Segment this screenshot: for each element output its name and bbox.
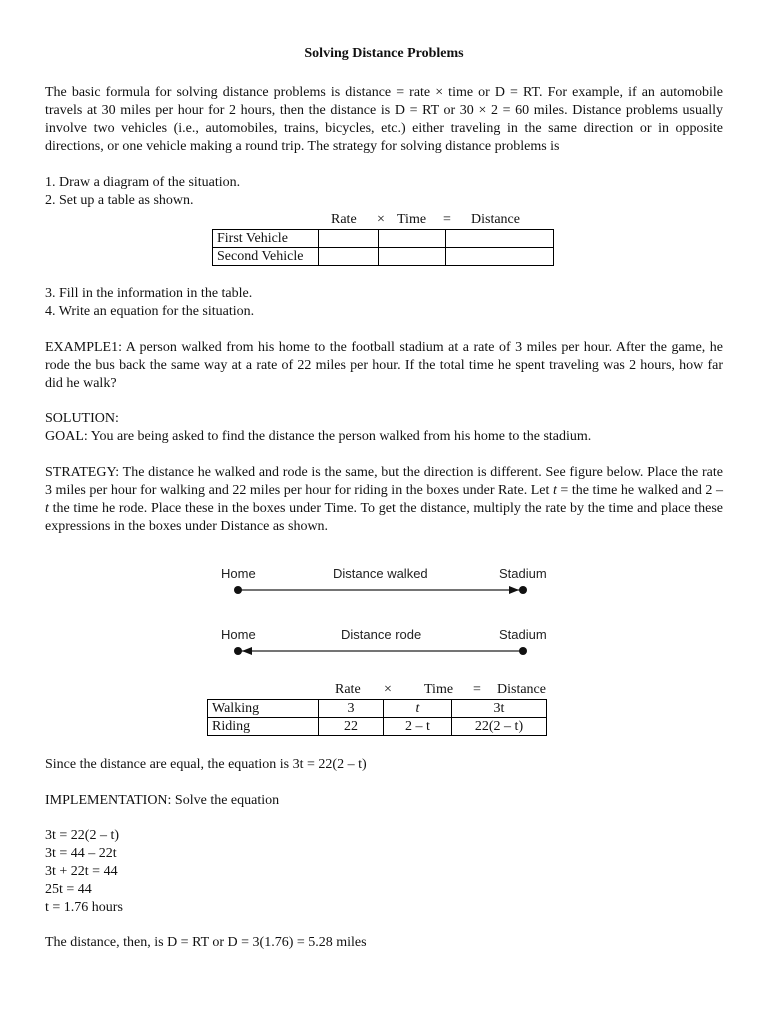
arrow-right-icon: [509, 586, 519, 594]
since-sentence: [45, 756, 367, 774]
step-2: 2. Set up a table as shown.: [45, 193, 194, 208]
walking-time: t: [384, 700, 452, 718]
table-row: [213, 230, 554, 248]
table1-header-time: Time: [397, 212, 427, 227]
home-dot: [234, 647, 242, 655]
walk-arrow-diagram: [230, 582, 530, 598]
intro-paragraph: The basic formula for solving distance problems is distance = rate × time or D = RT. For example, if an automobile travels at 30 miles per hour for 2 hours, then the distance is D = RT or 30 × 2 = 60 miles. Distance problems usually involve two vehicles (i.e., automobiles, trains, bicycles, etc.) either traveling in the same direction or in opposite directions, or one vehicle making a round trip. The strategy for solving distance problems is: [45, 85, 723, 154]
empty-cell: [446, 248, 554, 266]
step-1: 1. Draw a diagram of the situation.: [45, 175, 241, 190]
ride-arrow-diagram: [230, 643, 530, 659]
strategy-var-t: t: [45, 501, 49, 516]
strategy-text-2: = the time he walked and 2 –: [556, 483, 723, 498]
since-equation: 3t = 22(2 – t): [292, 757, 367, 772]
row-label-riding: Riding: [208, 718, 319, 736]
table2-header-time: Time: [424, 682, 454, 697]
strategy-paragraph: [45, 464, 723, 536]
step-4: 4. Write an equation for the situation.: [45, 304, 255, 319]
table2-header-distance: Distance: [497, 682, 546, 697]
home-dot: [234, 586, 242, 594]
solution-label: SOLUTION:: [45, 411, 119, 426]
strategy-table: [212, 229, 554, 266]
table2-header-rate: Rate: [335, 682, 361, 697]
walk-home-label: Home: [221, 566, 256, 581]
walking-rate: 3: [319, 700, 384, 718]
walk-middle-label: Distance walked: [333, 566, 428, 581]
work-line-1: 3t = 22(2 – t): [45, 828, 119, 843]
strategy-text-3: the time he rode. Place these in the boxes under Time. To get the distance, multiply the rate by the time and place these expressions in the boxes under Distance as shown.: [45, 501, 723, 534]
riding-distance: 22(2 – t): [452, 718, 547, 736]
ride-home-label: Home: [221, 627, 256, 642]
table-row: [208, 700, 547, 718]
strategy-text-1: STRATEGY: The distance he walked and rode is the same, but the direction is different. See figure below. Place the rate 3 miles per hour for walking and 22 miles per hour for riding in the boxes under Rate. Let: [45, 465, 723, 498]
work-line-5: t = 1.76 hours: [45, 900, 123, 915]
implementation-label: IMPLEMENTATION: Solve the equation: [45, 793, 280, 808]
table2-header-times: ×: [384, 682, 392, 697]
arrow-left-icon: [242, 647, 252, 655]
ride-middle-label: Distance rode: [341, 627, 422, 642]
empty-cell: [319, 248, 379, 266]
step-3: 3. Fill in the information in the table.: [45, 286, 253, 301]
ride-stadium-label: Stadium: [499, 627, 547, 642]
example-paragraph: EXAMPLE1: A person walked from his home to the football stadium at a rate of 3 miles per hour. After the game, he rode the bus back the same way at a rate of 22 miles per hour. If the total time he spent traveling was 2 hours, how far did he walk?: [45, 340, 723, 391]
goal-text: GOAL: You are being asked to find the distance the person walked from his home to the stadium.: [45, 429, 592, 444]
riding-time: 2 – t: [384, 718, 452, 736]
solution-table: [207, 699, 547, 736]
empty-cell: [379, 230, 446, 248]
stadium-dot: [519, 586, 527, 594]
walking-distance: 3t: [452, 700, 547, 718]
work-line-4: 25t = 44: [45, 882, 92, 897]
walk-stadium-label: Stadium: [499, 566, 547, 581]
table1-header-rate: Rate: [331, 212, 357, 227]
table-row: [213, 248, 554, 266]
table2-header-equals: =: [473, 682, 481, 697]
strategy-var-t: t: [552, 483, 557, 498]
stadium-dot: [519, 647, 527, 655]
row-label-first-vehicle: First Vehicle: [213, 230, 319, 248]
row-label-walking: Walking: [208, 700, 319, 718]
empty-cell: [446, 230, 554, 248]
table1-header-equals: =: [443, 212, 451, 227]
table1-header-distance: Distance: [471, 212, 520, 227]
table-row: [208, 718, 547, 736]
empty-cell: [379, 248, 446, 266]
row-label-second-vehicle: Second Vehicle: [213, 248, 319, 266]
empty-cell: [319, 230, 379, 248]
conclusion-text: The distance, then, is D = RT or D = 3(1.76) = 5.28 miles: [45, 935, 367, 950]
page-title: Solving Distance Problems: [304, 46, 464, 61]
work-line-3: 3t + 22t = 44: [45, 864, 118, 879]
table1-header-times: ×: [377, 212, 385, 227]
riding-rate: 22: [319, 718, 384, 736]
since-text: Since the distance are equal, the equation is: [45, 757, 293, 772]
work-line-2: 3t = 44 – 22t: [45, 846, 117, 861]
